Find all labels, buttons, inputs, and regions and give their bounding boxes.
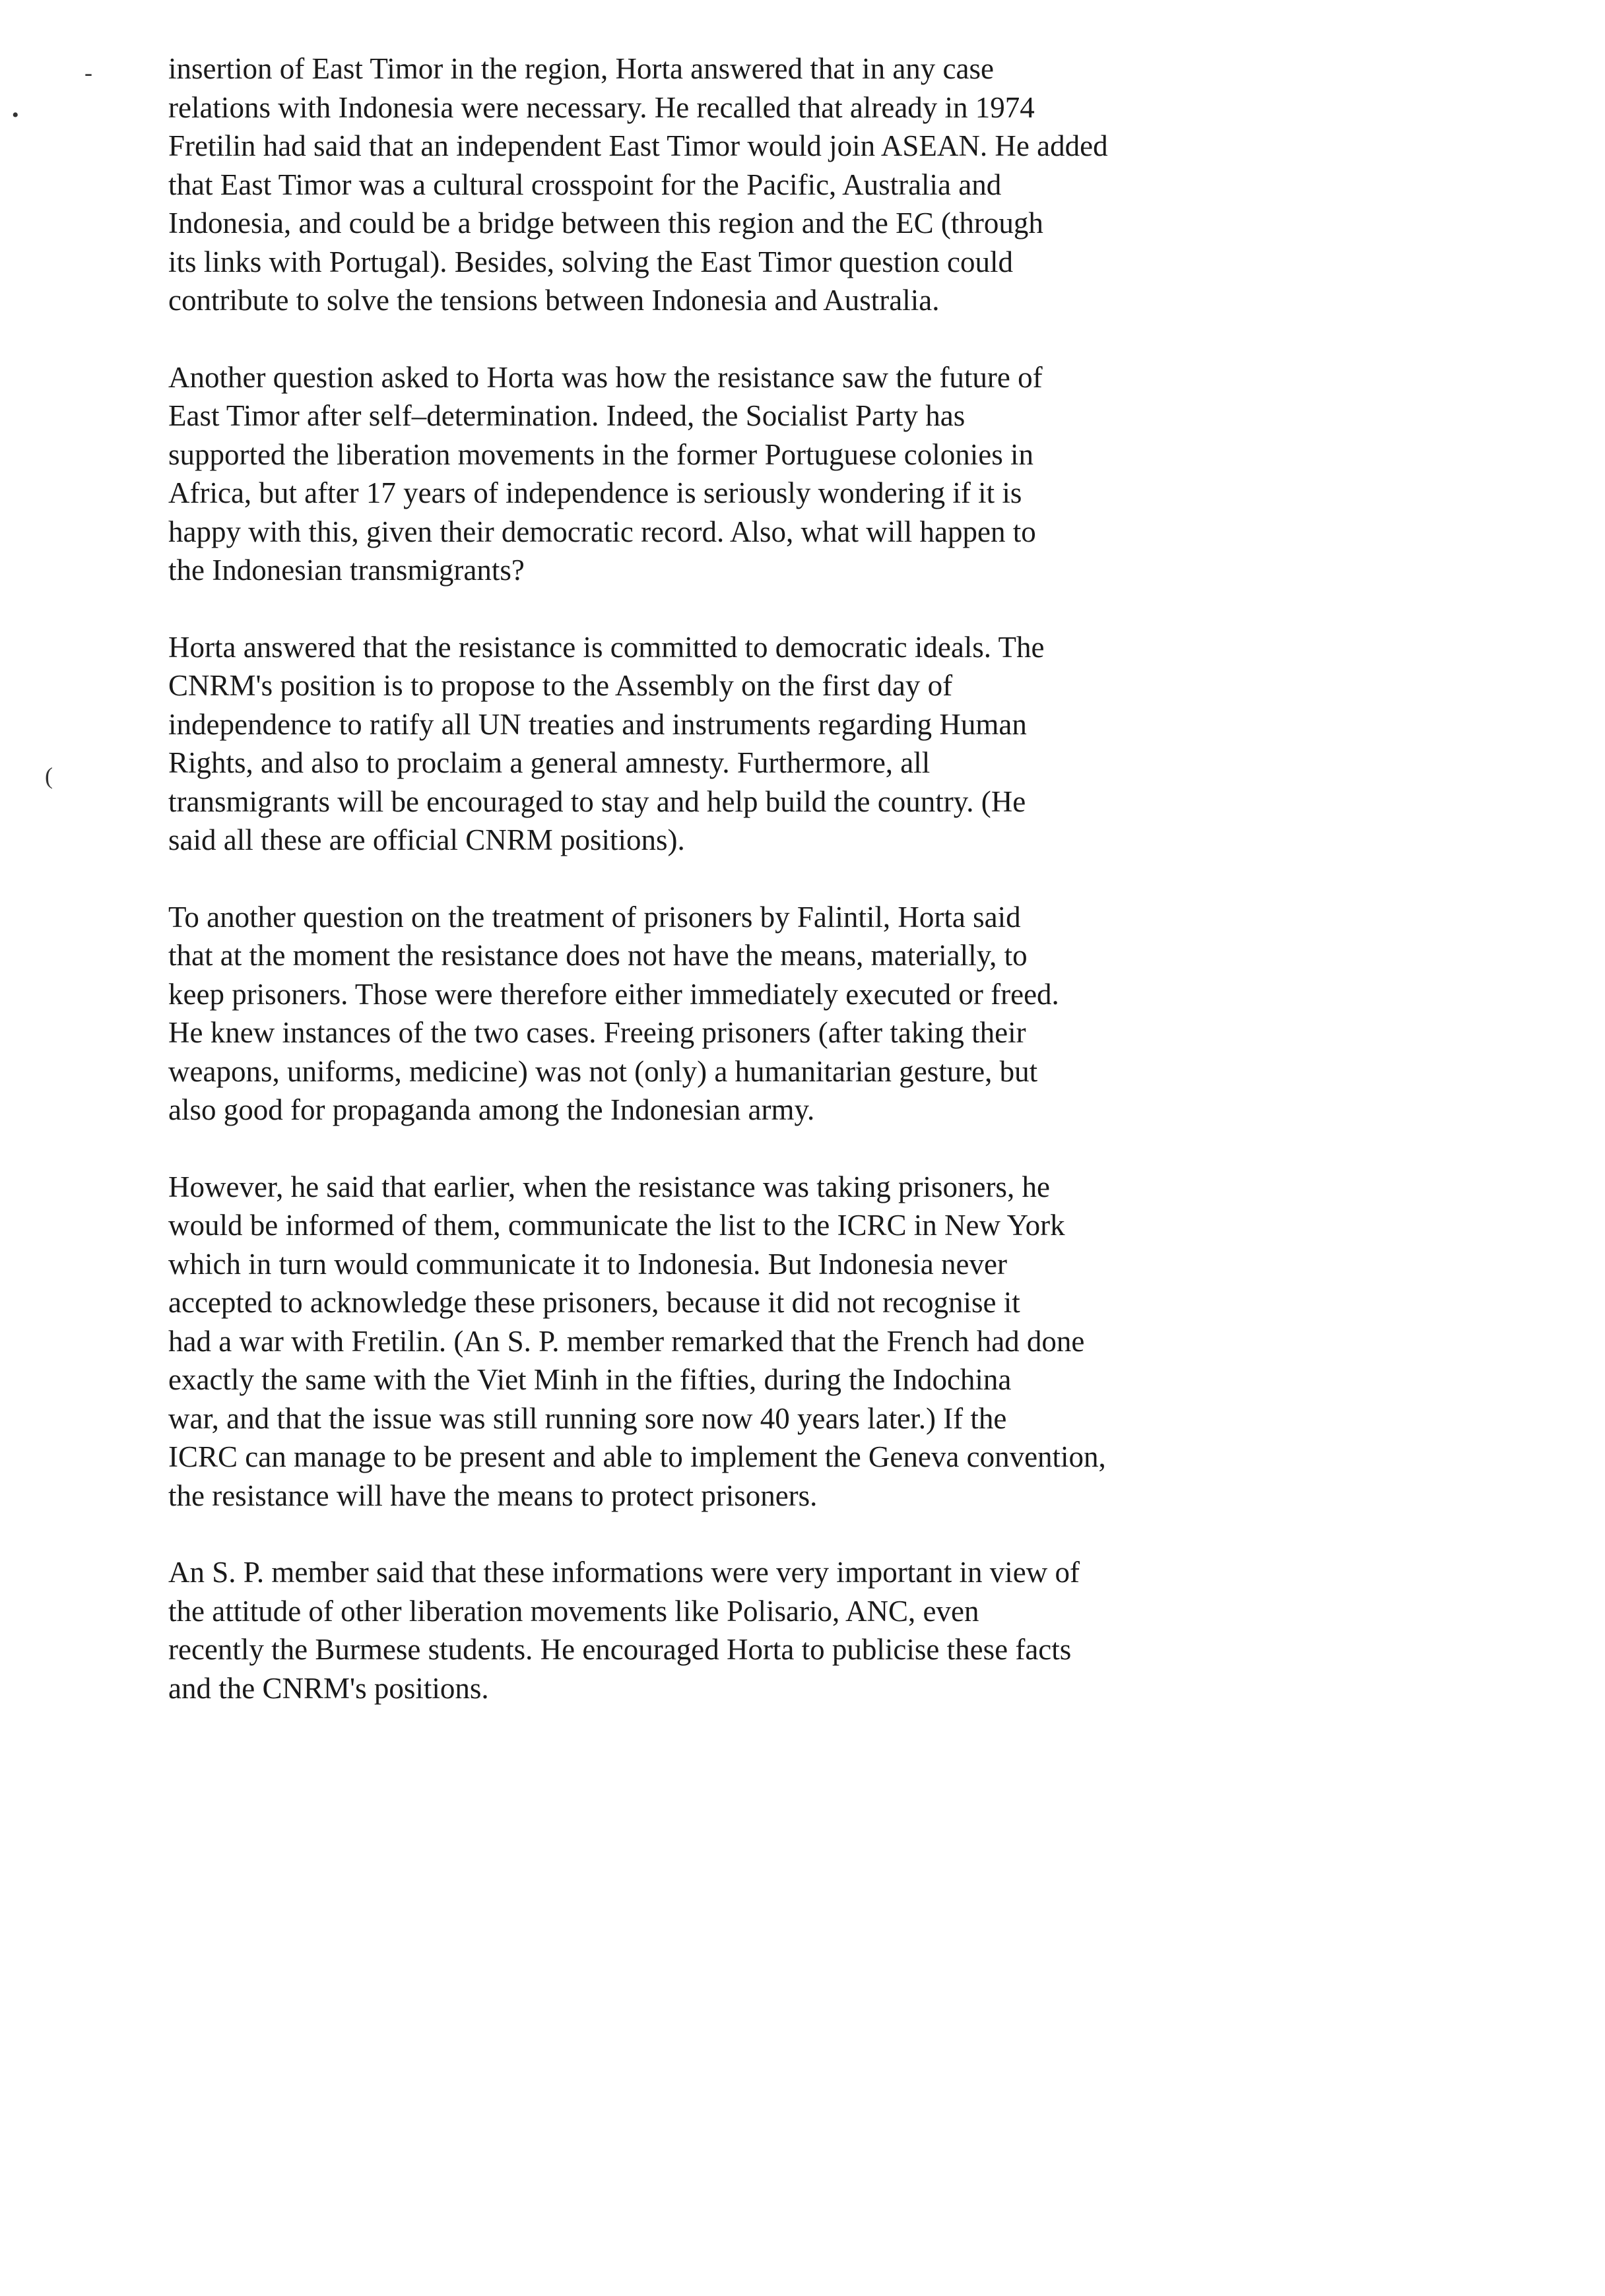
- text-line: the resistance will have the means to protect prisoners.: [168, 1479, 818, 1512]
- text-line: CNRM's position is to propose to the Assembly on the first day of: [168, 669, 953, 702]
- text-line: that at the moment the resistance does not have the means, materially, to: [168, 939, 1028, 972]
- margin-mark: (: [45, 763, 53, 789]
- text-line: and the CNRM's positions.: [168, 1671, 489, 1705]
- text-line: exactly the same with the Viet Minh in the fifties, during the Indochina: [168, 1363, 1012, 1396]
- text-line: East Timor after self–determination. Indeed, the Socialist Party has: [168, 399, 966, 432]
- paragraph: [168, 358, 1303, 590]
- text-line: Africa, but after 17 years of independence is seriously wondering if it is: [168, 476, 1022, 509]
- text-line: happy with this, given their democratic record. Also, what will happen to: [168, 515, 1036, 548]
- text-line: said all these are official CNRM positions).: [168, 823, 685, 856]
- text-line: supported the liberation movements in the former Portuguese colonies in: [168, 437, 1033, 471]
- text-line: war, and that the issue was still running sore now 40 years later.) If the: [168, 1401, 1007, 1435]
- paragraph: [168, 898, 1303, 1130]
- text-line: transmigrants will be encouraged to stay and help build the country. (He: [168, 784, 1026, 818]
- text-line: the Indonesian transmigrants?: [168, 554, 525, 587]
- text-line: recently the Burmese students. He encouraged Horta to publicise these facts: [168, 1633, 1072, 1666]
- text-line: Indonesia, and could be a bridge between this region and the EC (through: [168, 207, 1043, 239]
- paragraph: [168, 1168, 1303, 1515]
- text-line: ICRC can manage to be present and able to implement the Geneva convention,: [168, 1440, 1106, 1473]
- text-line: accepted to acknowledge these prisoners, because it did not recognise it: [168, 1286, 1020, 1319]
- text-line: independence to ratify all UN treaties and instruments regarding Human: [168, 707, 1027, 741]
- text-line: that East Timor was a cultural crosspoint for the Pacific, Australia and: [168, 168, 1002, 201]
- text-line: Rights, and also to proclaim a general amnesty. Furthermore, all: [168, 746, 931, 779]
- text-line: would be informed of them, communicate the list to the ICRC in New York: [168, 1209, 1065, 1242]
- text-line: Another question asked to Horta was how the resistance saw the future of: [168, 360, 1043, 394]
- margin-mark: •: [12, 104, 19, 126]
- text-line: However, he said that earlier, when the resistance was taking prisoners, he: [168, 1170, 1050, 1203]
- text-line: Fretilin had said that an independent East Timor would join ASEAN. He added: [168, 129, 1108, 162]
- text-line: had a war with Fretilin. (An S. P. member remarked that the French had done: [168, 1324, 1085, 1358]
- text-line: An S. P. member said that these informations were very important in view of: [168, 1556, 1080, 1589]
- text-line: weapons, uniforms, medicine) was not (only) a humanitarian gesture, but: [168, 1054, 1038, 1088]
- text-line: also good for propaganda among the Indonesian army.: [168, 1093, 815, 1126]
- text-line: Horta answered that the resistance is committed to democratic ideals. The: [168, 630, 1045, 664]
- text-line: insertion of East Timor in the region, Horta answered that in any case: [168, 52, 994, 85]
- text-line: contribute to solve the tensions between Indonesia and Australia.: [168, 284, 940, 317]
- paragraph: [168, 628, 1303, 860]
- text-line: its links with Portugal). Besides, solving the East Timor question could: [168, 245, 1014, 278]
- text-line: He knew instances of the two cases. Freeing prisoners (after taking their: [168, 1016, 1026, 1049]
- text-line: relations with Indonesia were necessary. He recalled that already in 1974: [168, 90, 1035, 124]
- text-line: To another question on the treatment of prisoners by Falintil, Horta said: [168, 900, 1021, 934]
- text-line: keep prisoners. Those were therefore either immediately executed or freed.: [168, 977, 1059, 1011]
- text-line: which in turn would communicate it to Indonesia. But Indonesia never: [168, 1247, 1007, 1281]
- paragraph: [168, 49, 1303, 320]
- margin-mark: -: [84, 59, 92, 86]
- document-body: [168, 49, 1303, 1746]
- text-line: the attitude of other liberation movements like Polisario, ANC, even: [168, 1594, 979, 1628]
- paragraph: [168, 1553, 1303, 1707]
